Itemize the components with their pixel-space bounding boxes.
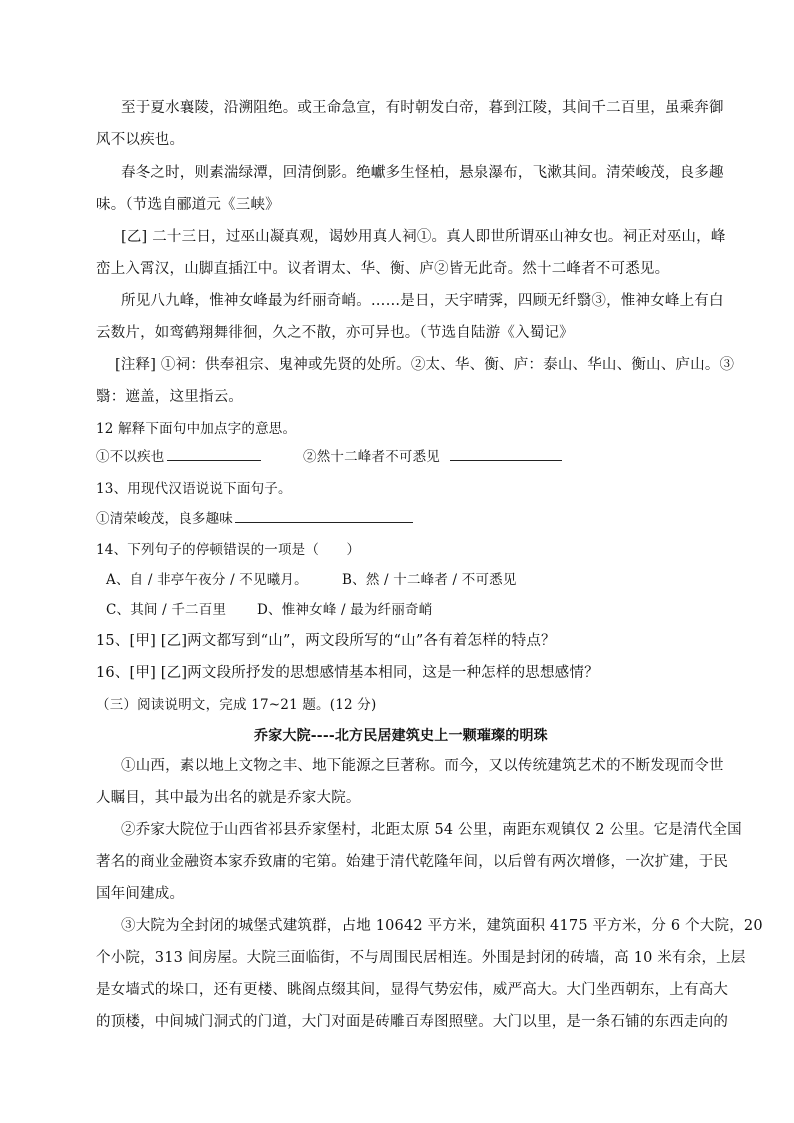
paragraph-3-line: ③大院为全封闭的城堡式建筑群，占地 10642 平方米，建筑面积 4175 平方米，分 6 个大院，20 [121, 918, 763, 934]
answer-blank[interactable] [167, 446, 261, 461]
question-13-item [96, 508, 413, 529]
text-line: 峦上入霄汉，山脚直插江中。议者谓太、华、衡、庐②皆无此奇。然十二峰者不可悉见。 [96, 261, 670, 277]
option-d: D、惟神女峰 / 最为纤丽奇峭 [257, 602, 433, 618]
paragraph-2-line: ②乔家大院位于山西省祁县乔家堡村，北距太原 54 公里，南距东观镇仅 2 公里。它是清代全国 [121, 822, 742, 838]
option-a: A、自 / 非亭午夜分 / 不见曦月。 [106, 572, 308, 588]
item-text: ②然十二峰者不可悉见 [303, 449, 440, 465]
paragraph-2-line: 国年间建成。 [96, 886, 185, 902]
question-13: 13、用现代汉语说说下面句子。 [96, 481, 292, 497]
question-15: 15、[甲] [乙]两文都写到“山”，两文段所写的“山”各有着怎样的特点？ [96, 633, 556, 649]
paragraph-1-line: 人瞩目，其中最为出名的就是乔家大院。 [96, 790, 361, 806]
text-line: 味。（节选自郦道元《三峡》 [96, 197, 280, 213]
text-line: [乙] 二十三日，过巫山凝真观，谒妙用真人祠①。真人即世所谓巫山神女也。祠正对巫山，峰 [121, 229, 726, 245]
article-title: 乔家大院----北方民居建筑史上一颗璀璨的明珠 [254, 728, 548, 744]
paragraph-3-line: 的顶楼，中间城门洞式的门道，大门对面是砖雕百寿图照壁。大门以里，是一条石铺的东西走向的 [96, 1014, 729, 1030]
paragraph-3-line: 是女墙式的垛口，还有更楼、眺阁点缀其间，显得气势宏伟，威严高大。大门坐西朝东，上有高大 [96, 982, 729, 998]
option-c: C、其间 / 千二百里 [106, 602, 227, 618]
text-line: 云数片，如鸾鹤翔舞徘徊，久之不散，亦可异也。（节选自陆游《入蜀记》 [96, 325, 574, 341]
text-line: 风不以疾也。 [96, 132, 185, 148]
question-16: 16、[甲] [乙]两文段所抒发的思想感情基本相同，这是一种怎样的思想感情？ [96, 665, 599, 681]
answer-blank[interactable] [235, 508, 413, 523]
option-b: B、然 / 十二峰者 / 不可悉见 [342, 572, 517, 588]
question-12: 12 解释下面句中加点字的意思。 [96, 421, 297, 437]
item-text: ①清荣峻茂，良多趣味 [96, 511, 233, 527]
item-text: ①不以疾也 [96, 449, 165, 465]
annotation-line: [注释] ①祠：供奉祖宗、鬼神或先贤的处所。②太、华、衡、庐：泰山、华山、衡山、庐山。③ [115, 357, 735, 373]
answer-blank[interactable] [450, 446, 562, 461]
text-line: 所见八九峰，惟神女峰最为纤丽奇峭。……是日，天宇晴霁，四顾无纤翳③，惟神女峰上有白 [121, 293, 724, 309]
question-12-item-1 [96, 446, 261, 467]
question-12-item-2 [303, 446, 562, 467]
text-line: 至于夏水襄陵，沿溯阻绝。或王命急宣，有时朝发白帝，暮到江陵，其间千二百里，虽乘奔御 [121, 100, 724, 116]
text-line: 春冬之时，则素湍绿潭，回清倒影。绝巘多生怪柏，悬泉瀑布，飞漱其间。清荣峻茂，良多趣 [121, 165, 724, 181]
paragraph-3-line: 个小院，313 间房屋。大院三面临街，不与周围民居相连。外围是封闭的砖墙，高 10 米有余，上层 [96, 950, 746, 966]
paragraph-1-line: ①山西，素以地上文物之丰、地下能源之巨著称。而今，又以传统建筑艺术的不断发现而令世 [121, 758, 724, 774]
annotation-line: 翳：遮盖，这里指云。 [96, 389, 243, 405]
paragraph-2-line: 著名的商业金融资本家乔致庸的宅第。始建于清代乾隆年间，以后曾有两次增修，一次扩建，于民 [96, 854, 729, 870]
question-14: 14、下列句子的停顿错误的一项是（ ） [96, 542, 361, 558]
section-heading: （三）阅读说明文，完成 17~21 题。(12 分) [96, 697, 377, 713]
